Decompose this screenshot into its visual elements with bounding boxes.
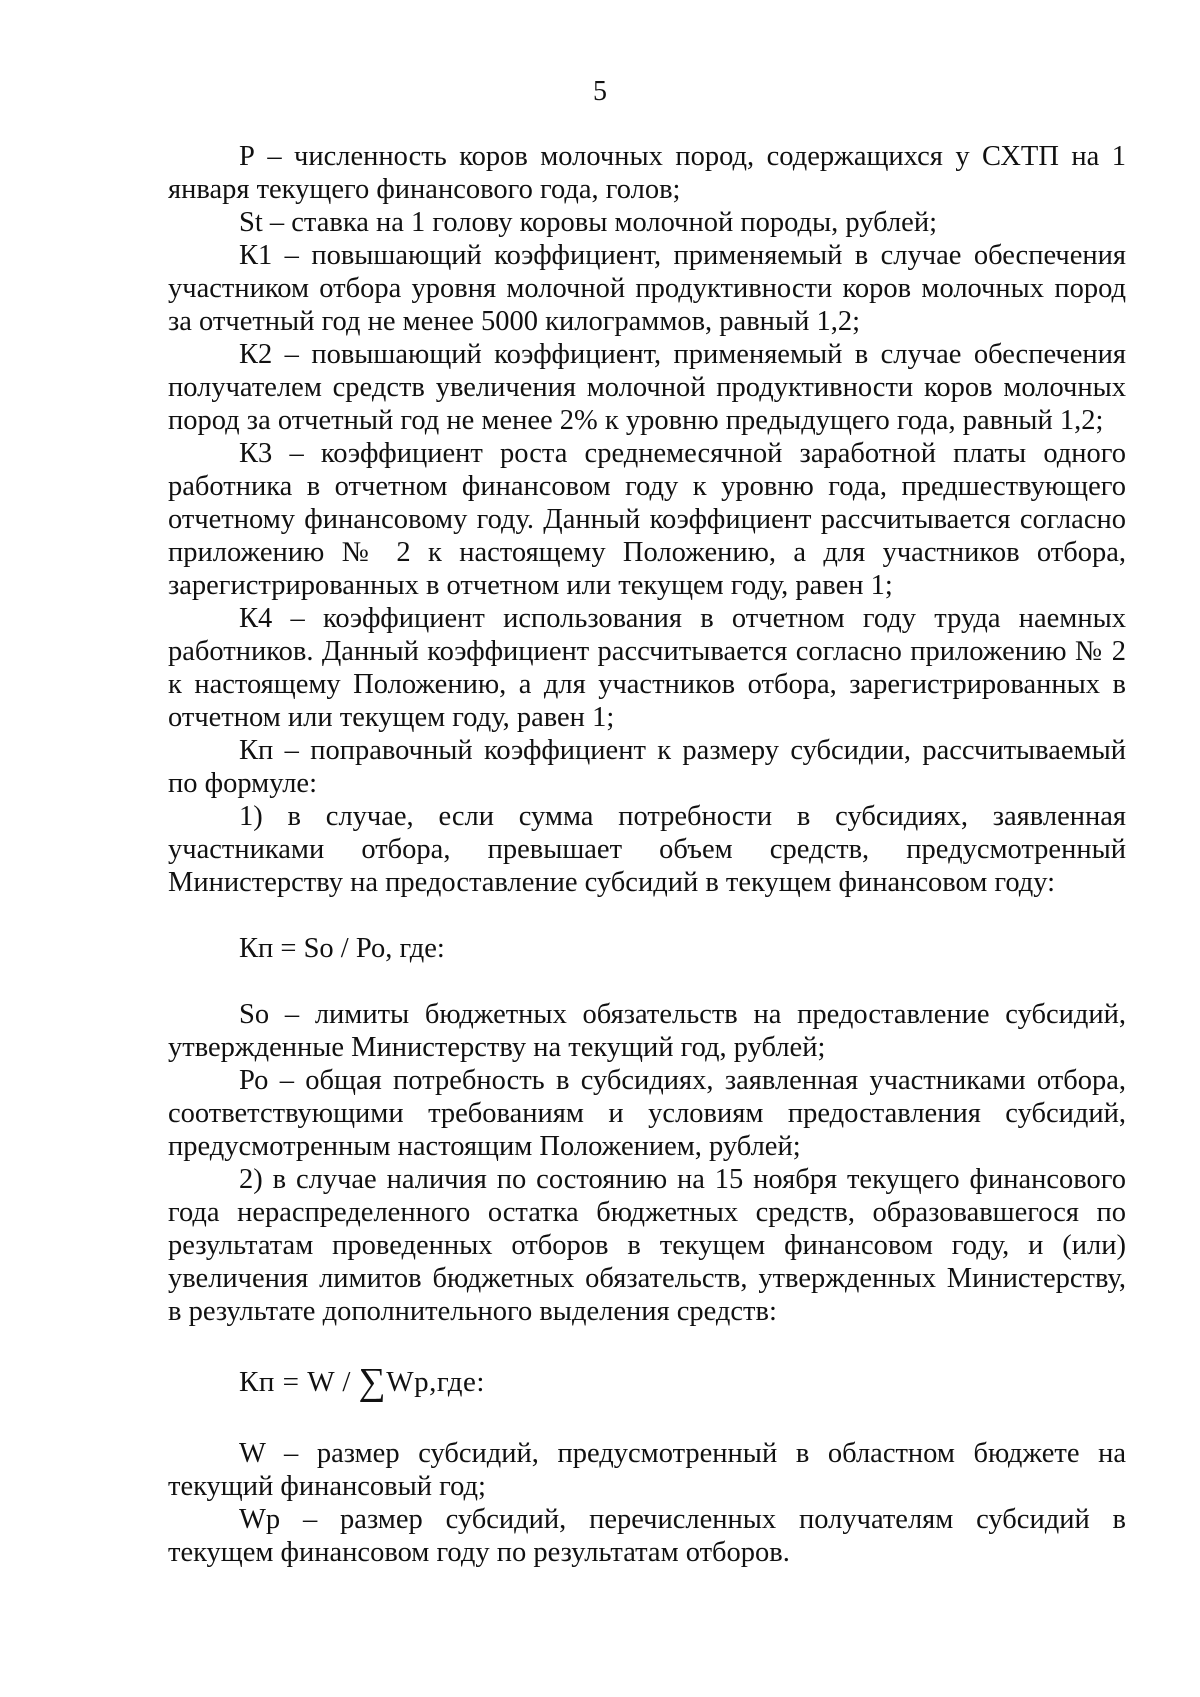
definition-st: St – ставка на 1 голову коровы молочной породы, рублей; [239, 207, 937, 238]
formula-kp-case-2 [168, 1361, 1126, 1403]
definition-k1: К1 – повышающий коэффициент, применяемый в случае обеспечения участником отбора уровня молочной продуктивности коров молочных пород за отчетный год не менее 5000 килограммов, равный 1,2; [168, 240, 1126, 337]
definition-p: Р – численность коров молочных пород, содержащихся у СХТП на 1 января текущего финансового года, голов; [168, 141, 1126, 205]
sum-symbol: ∑ [358, 1361, 387, 1403]
formula-kp-case-1: Кп = So / Ро, где: [239, 933, 445, 964]
formula-right: Wp,где: [386, 1366, 485, 1398]
definition-po: Ро – общая потребность в субсидиях, заявленная участниками отбора, соответствующими требованиям и условиям предоставления субсидий, предусмотренным настоящим Положением, рублей; [168, 1065, 1126, 1162]
definition-k2: К2 – повышающий коэффициент, применяемый в случае обеспечения получателем средств увеличения молочной продуктивности коров молочных пород за отчетный год не менее 2% к уровню предыдущего года, равный 1,2; [168, 339, 1126, 436]
definition-wp: Wp – размер субсидий, перечисленных получателям субсидий в текущем финансовом году по результатам отборов. [168, 1504, 1126, 1568]
definition-kp: Кп – поправочный коэффициент к размеру субсидии, рассчитываемый по формуле: [168, 735, 1126, 799]
formula-left: Кп = W / [239, 1366, 359, 1398]
definition-so: So – лимиты бюджетных обязательств на предоставление субсидий, утвержденные Министерству на текущий год, рублей; [168, 999, 1126, 1063]
page-number: 5 [593, 76, 607, 107]
definition-k4: К4 – коэффициент использования в отчетном году труда наемных работников. Данный коэффициент рассчитывается согласно приложению № 2 к настоящему Положению, а для участников отбора, зарегистрированных в отчетном или текущем году, равен 1; [168, 603, 1126, 733]
case-2-paragraph: 2) в случае наличия по состоянию на 15 ноября текущего финансового года нераспределенного остатка бюджетных средств, образовавшегося по результатам проведенных отборов в текущем финансовом году, и (или) увеличения лимитов бюджетных обязательств, утвержденных Министерству, в результате дополнительного выделения средств: [168, 1164, 1126, 1327]
document-body [168, 140, 1126, 1569]
definition-w: W – размер субсидий, предусмотренный в областном бюджете на текущий финансовый год; [168, 1438, 1126, 1502]
definition-k3: К3 – коэффициент роста среднемесячной заработной платы одного работника в отчетном финансовом году к уровню года, предшествующего отчетному финансовому году. Данный коэффициент рассчитывается согласно приложению № 2 к настоящему Положению, а для участников отбора, зарегистрированных в отчетном или текущем году, равен 1; [168, 438, 1126, 601]
case-1-paragraph: 1) в случае, если сумма потребности в субсидиях, заявленная участниками отбора, превышает объем средств, предусмотренный Министерству на предоставление субсидий в текущем финансовом году: [168, 801, 1126, 898]
